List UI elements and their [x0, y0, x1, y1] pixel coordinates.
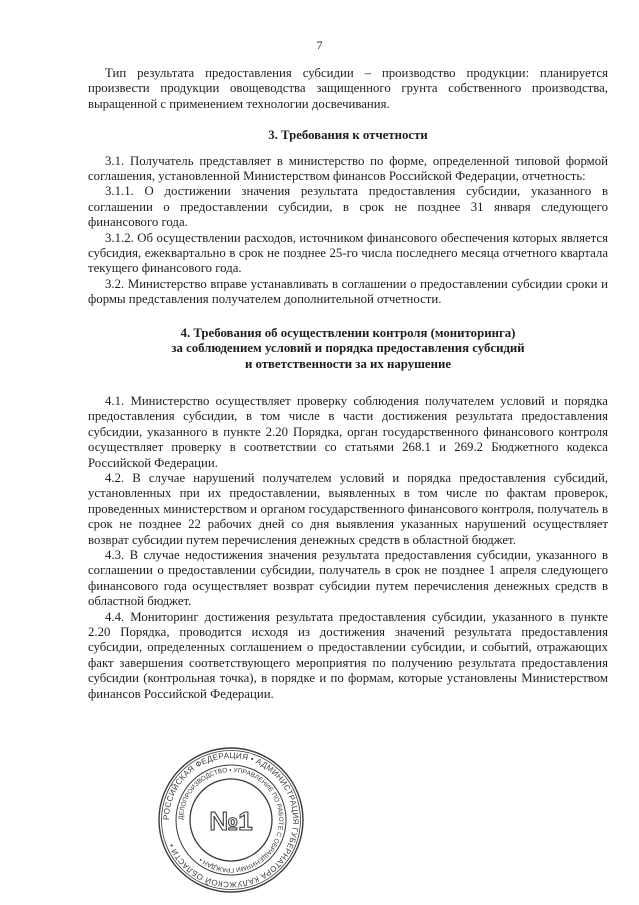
paragraph-4-2: 4.2. В случае нарушений получателем условий и порядка предоставления субсидий, установленных при их предоставлении, выявленных в том числе по фактам проверок, проведенных министерством и органом государственного финансового контроля, получатель в срок не позднее 22 рабочих дней со дня выявления указанных нарушений осуществляет возврат субсидии путем перечисления денежных средств в областной бюджет. — [88, 470, 608, 547]
paragraph-3-1-1: 3.1.1. О достижении значения результата предоставления субсидии, указанного в соглашении о предоставлении субсидии, в срок не позднее 31 января следующего финансового года. — [88, 184, 608, 230]
stamp-inner-text: ДЕЛОПРОИЗВОДСТВО • УПРАВЛЕНИЕ ПО РАБОТЕ С ОБРАЩЕНИЯМИ ГРАЖДАН • — [177, 766, 285, 874]
paragraph-3-1: 3.1. Получатель представляет в министерство по форме, определенной типовой формой соглашения, установленной Министерством финансов Российской Федерации, отчетность: — [88, 153, 608, 184]
section-4-title-line3: и ответственности за их нарушение — [244, 356, 452, 371]
section-3-title: 3. Требования к отчетности — [268, 128, 428, 143]
paragraph-3-2: 3.2. Министерство вправе устанавливать в соглашении о предоставлении субсидии сроки и формы представления получателем дополнительной отчетности. — [88, 276, 608, 307]
paragraph-4-3: 4.3. В случае недостижения значения результата предоставления субсидии, указанного в соглашении о предоставлении субсидии, получатель в срок не позднее 1 апреля следующего финансового года осуществляет возврат субсидии путем перечисления денежных средств в областной бюджет. — [88, 547, 608, 609]
paragraph-4-1: 4.1. Министерство осуществляет проверку соблюдения получателем условий и порядка предоставления субсидии, в том числе в части достижения результата предоставления субсидии, указанного в пункте 2.20 Порядка, орган государственного финансового контроля осуществляет проверку в соответствии со статьями 268.1 и 269.2 Бюджетного кодекса Российской Федерации. — [88, 393, 608, 470]
result-type-paragraph: Тип результата предоставления субсидии – производство продукции: планируется произвести продукции овощеводства защищенного грунта собственного производства, выращенной с применением технологии досвечивания. — [88, 66, 608, 111]
official-stamp — [156, 745, 306, 895]
section-4-title-line1: 4. Требования об осуществлении контроля (мониторинга) — [180, 325, 516, 340]
document-body — [88, 66, 608, 702]
page-number: 7 — [316, 38, 323, 52]
stamp-number: №1 — [209, 806, 253, 836]
paragraph-4-4: 4.4. Мониторинг достижения результата предоставления субсидии, указанного в пункте 2.20 Порядка, проводится исходя из достижения значений результата предоставления субсидии, определенных соглашением о предоставлении субсидии, и событий, отражающих факт завершения соответствующего мероприятия по получению результата предоставления субсидии (контрольная точка), в порядке и по формам, которые установлены Министерством финансов Российской Федерации. — [88, 609, 608, 701]
paragraph-3-1-2: 3.1.2. Об осуществлении расходов, источником финансового обеспечения которых является субсидия, ежеквартально в срок не позднее 25-го числа последнего месяца отчетного квартала текущего финансового года. — [88, 230, 608, 276]
section-4-title-line2: за соблюдением условий и порядка предоставления субсидий — [171, 341, 525, 356]
stamp-outer-text: РОССИЙСКАЯ ФЕДЕРАЦИЯ • АДМИНИСТРАЦИЯ ГУБЕРНАТОРА КАЛУЖСКОЙ ОБЛАСТИ • — [161, 750, 301, 890]
